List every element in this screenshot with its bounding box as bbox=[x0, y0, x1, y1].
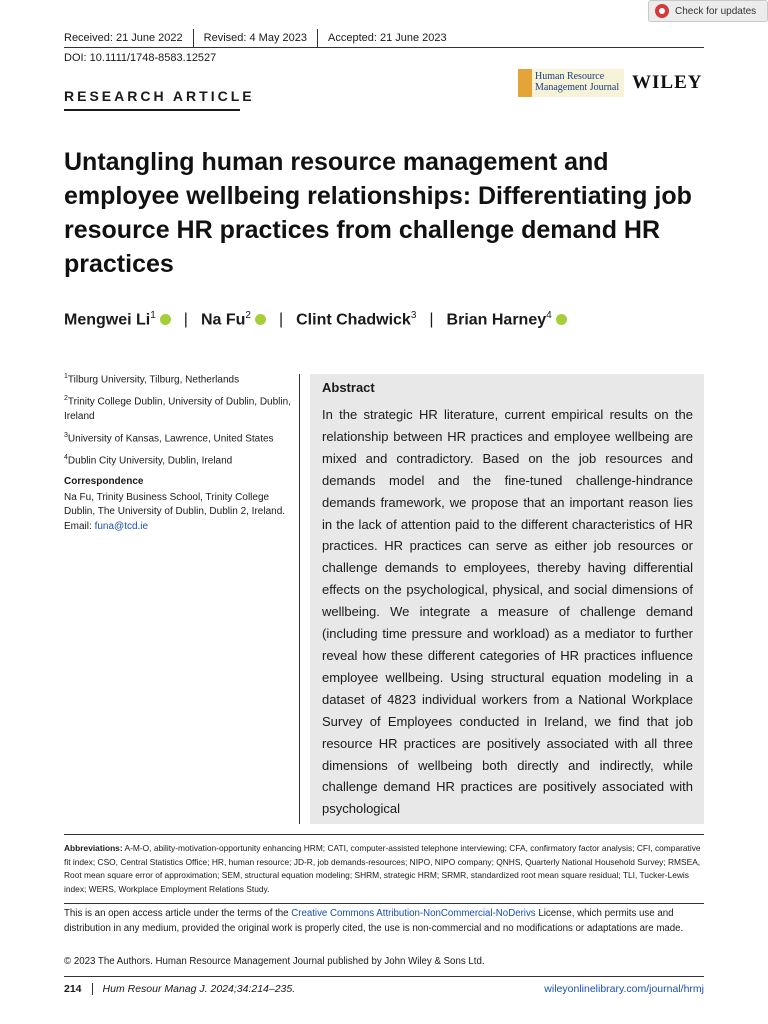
affiliation-text: University of Kansas, Lawrence, United States bbox=[67, 432, 274, 444]
article-type: RESEARCH ARTICLE bbox=[64, 88, 255, 104]
column-divider bbox=[299, 374, 300, 824]
author-separator: | bbox=[429, 311, 434, 329]
author-name: Brian Harney bbox=[446, 311, 547, 329]
check-for-updates-button[interactable] bbox=[648, 0, 768, 22]
abbreviations-text: A-M-O, ability-motivation-opportunity enhancing HRM; CATI, computer-assisted telephone interviewing; CFA, confirmatory factor analysis; CFI, comparative fit index; CSO, Central Statistics Office; HR, human resource; JD-R, job demands-resources; NIPO, NIPO company; QNHS, Quarterly National Household Survey; RMSEA, Root mean square error of approximation; SEM, structural equation modeling; SHRM, strategic HRM; SRMR, standardized root mean square residual; TLI, Tucker-Lewis index; WERS, Workplace Employment Relations Study. bbox=[64, 843, 701, 894]
correspondence-email-line bbox=[64, 520, 294, 535]
accepted-date: Accepted: 21 June 2023 bbox=[317, 29, 457, 47]
check-updates-label: Check for updates bbox=[675, 5, 757, 17]
orcid-icon[interactable] bbox=[556, 314, 567, 325]
affiliation-number: 2 bbox=[64, 395, 68, 403]
journal-url-link[interactable]: wileyonlinelibrary.com/journal/hrmj bbox=[544, 983, 704, 995]
affiliation bbox=[64, 392, 294, 423]
license-link[interactable]: Creative Commons Attribution-NonCommercial-NoDerivs bbox=[291, 908, 536, 919]
abstract-box bbox=[310, 374, 704, 824]
page-number: 214 bbox=[64, 983, 93, 995]
correspondence-address: Na Fu, Trinity Business School, Trinity College Dublin, The University of Dublin, Dublin 2, Ireland. bbox=[64, 491, 286, 517]
author-affiliation-number: 2 bbox=[245, 310, 251, 321]
affiliation bbox=[64, 429, 294, 446]
footer-divider bbox=[64, 976, 704, 977]
affiliation bbox=[64, 451, 294, 468]
license-text-post: License, which permits use and distribution in any medium, provided the original work is properly cited, the use is non-commercial and no modifications or adaptations are made. bbox=[64, 908, 684, 934]
article-dates bbox=[64, 29, 704, 47]
doi: DOI: 10.1111/1748-8583.12527 bbox=[64, 52, 217, 64]
author-name: Na Fu bbox=[200, 311, 246, 329]
author-affiliation-number: 4 bbox=[546, 310, 552, 321]
affiliation-number: 3 bbox=[64, 431, 68, 439]
author[interactable] bbox=[201, 310, 266, 329]
author-affiliation-number: 3 bbox=[410, 310, 417, 321]
article-title: Untangling human resource management and employee wellbeing relationships: Differentiating job resource HR practices from challenge demand HR practices bbox=[64, 148, 692, 278]
journal-logo-line2: Management Journal bbox=[535, 82, 620, 93]
journal-logo-line1: Human Resource bbox=[535, 71, 605, 82]
journal-citation: Hum Resour Manag J. 2024;34:214–235. bbox=[102, 983, 296, 995]
correspondence bbox=[64, 475, 294, 534]
received-date: Received: 21 June 2022 bbox=[64, 32, 183, 44]
email-label: Email: bbox=[64, 520, 92, 532]
author-separator: | bbox=[278, 311, 284, 329]
license-text-pre: This is an open access article under the terms of the bbox=[64, 908, 292, 919]
author-name: Mengwei Li bbox=[64, 311, 151, 329]
author[interactable] bbox=[447, 310, 567, 329]
abbreviations-divider bbox=[64, 834, 704, 835]
affiliation bbox=[64, 370, 294, 387]
affiliations bbox=[64, 370, 294, 473]
affiliation-text: Tilburg University, Tilburg, Netherlands bbox=[67, 374, 240, 386]
author-affiliation-number: 1 bbox=[150, 310, 156, 321]
correspondence-label: Correspondence bbox=[64, 476, 144, 487]
open-access-notice bbox=[64, 907, 704, 936]
license-divider bbox=[64, 903, 704, 904]
affiliation-text: Dublin City University, Dublin, Ireland bbox=[67, 455, 233, 467]
copyright: © 2023 The Authors. Human Resource Management Journal published by John Wiley & Sons Ltd. bbox=[64, 956, 485, 967]
author-list bbox=[64, 310, 724, 329]
journal-logo bbox=[518, 69, 624, 97]
orcid-icon[interactable] bbox=[160, 314, 171, 325]
affiliation-number: 1 bbox=[64, 373, 68, 380]
check-updates-icon bbox=[655, 4, 669, 18]
affiliation-text: Trinity College Dublin, University of Dublin, Dublin, Ireland bbox=[64, 396, 291, 422]
author-name: Clint Chadwick bbox=[296, 311, 411, 329]
revised-date: Revised: 4 May 2023 bbox=[193, 29, 317, 47]
abstract-heading: Abstract bbox=[322, 380, 375, 395]
header-divider bbox=[64, 47, 704, 48]
abbreviations-label: Abbreviations: bbox=[64, 843, 123, 853]
affiliation-number: 4 bbox=[64, 453, 68, 461]
author-separator: | bbox=[183, 311, 188, 329]
page-footer bbox=[64, 981, 704, 997]
orcid-icon[interactable] bbox=[255, 314, 266, 325]
journal-logo-bar bbox=[518, 69, 532, 97]
abstract-text: In the strategic HR literature, current empirical results on the relationship between HR practices and employee wellbeing are mixed and contradictory. Based on the job resources and demands model and the fine-tuned challenge-hindrance demands framework, we propose that an important reason lies in the lack of attention paid to the different characteristics of HR practices. HR practices can serve as either job resources or challenge demands to employees, thereby having differential effects on the psychological, physical, and social dimensions of wellbeing. We integrate a measure of challenge demand (including time pressure and workload) as a mediator to further reveal how these different categories of HR practices influence employee wellbeing. Using structural equation modeling in a dataset of 4823 individual workers from a National Workplace Survey of Employees conducted in Ireland, we find that job resource HR practices are positively associated with all three dimensions of wellbeing both directly and indirectly, while challenge demand HR practices are positively associated with psychological bbox=[322, 407, 693, 817]
article-type-underline bbox=[64, 109, 240, 111]
email-link[interactable]: funa@tcd.ie bbox=[94, 520, 149, 532]
publisher-logo: WILEY bbox=[632, 72, 703, 93]
author[interactable] bbox=[296, 310, 416, 329]
author[interactable] bbox=[64, 310, 171, 329]
abbreviations bbox=[64, 842, 704, 896]
